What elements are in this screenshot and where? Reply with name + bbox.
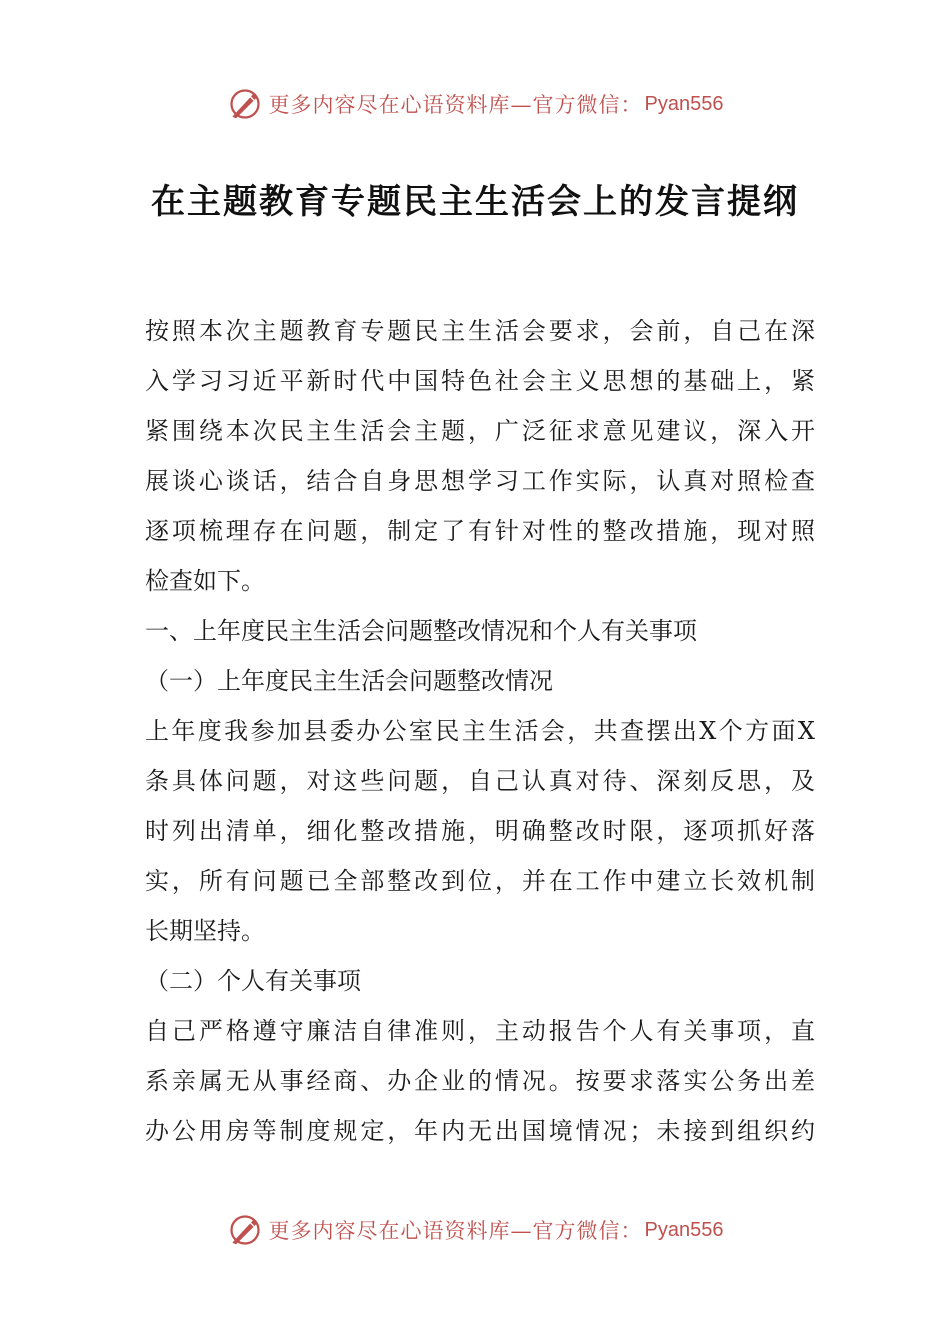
body-line: 办公用房等制度规定，年内无出国境情况；未接到组织约 [145, 1117, 815, 1145]
banner-wechat-id: Pyan556 [644, 92, 724, 115]
document-body [145, 306, 815, 1156]
body-line: 展谈心谈话，结合自身思想学习工作实际，认真对照检查 [145, 467, 815, 495]
subsection-heading: （一）上年度民主生活会问题整改情况 [145, 667, 553, 695]
body-line: 逐项梳理存在问题，制定了有针对性的整改措施，现对照 [145, 517, 815, 545]
banner-text: 更多内容尽在心语资料库—官方微信： [268, 1219, 643, 1243]
body-line: 条具体问题，对这些问题，自己认真对待、深刻反思，及 [145, 767, 815, 795]
banner-wechat-id: Pyan556 [644, 1218, 724, 1241]
body-line: 按照本次主题教育专题民主生活会要求，会前，自己在深 [145, 317, 815, 345]
banner-text: 更多内容尽在心语资料库—官方微信： [268, 93, 643, 117]
subsection-heading: （二）个人有关事项 [145, 967, 361, 995]
body-line: 系亲属无从事经商、办企业的情况。按要求落实公务出差 [145, 1067, 815, 1095]
body-line: 时列出清单，细化整改措施，明确整改时限，逐项抓好落 [145, 817, 815, 845]
body-line: 自己严格遵守廉洁自律准则，主动报告个人有关事项，直 [145, 1017, 815, 1045]
header-banner [0, 84, 950, 124]
section-heading: 一、上年度民主生活会问题整改情况和个人有关事项 [145, 617, 697, 645]
body-line: 入学习习近平新时代中国特色社会主义思想的基础上，紧 [145, 367, 815, 395]
pen-logo-icon [227, 1212, 263, 1248]
body-line: 检查如下。 [145, 567, 265, 595]
document-title: 在主题教育专题民主生活会上的发言提纲 [151, 182, 799, 222]
footer-banner [0, 1210, 950, 1250]
body-line: 紧围绕本次民主生活会主题，广泛征求意见建议，深入开 [145, 417, 815, 445]
pen-logo-icon [227, 86, 263, 122]
body-line: 长期坚持。 [145, 917, 265, 945]
body-line: 实，所有问题已全部整改到位，并在工作中建立长效机制 [145, 867, 815, 895]
body-line: 上年度我参加县委办公室民主生活会，共查摆出X个方面X [145, 717, 815, 745]
